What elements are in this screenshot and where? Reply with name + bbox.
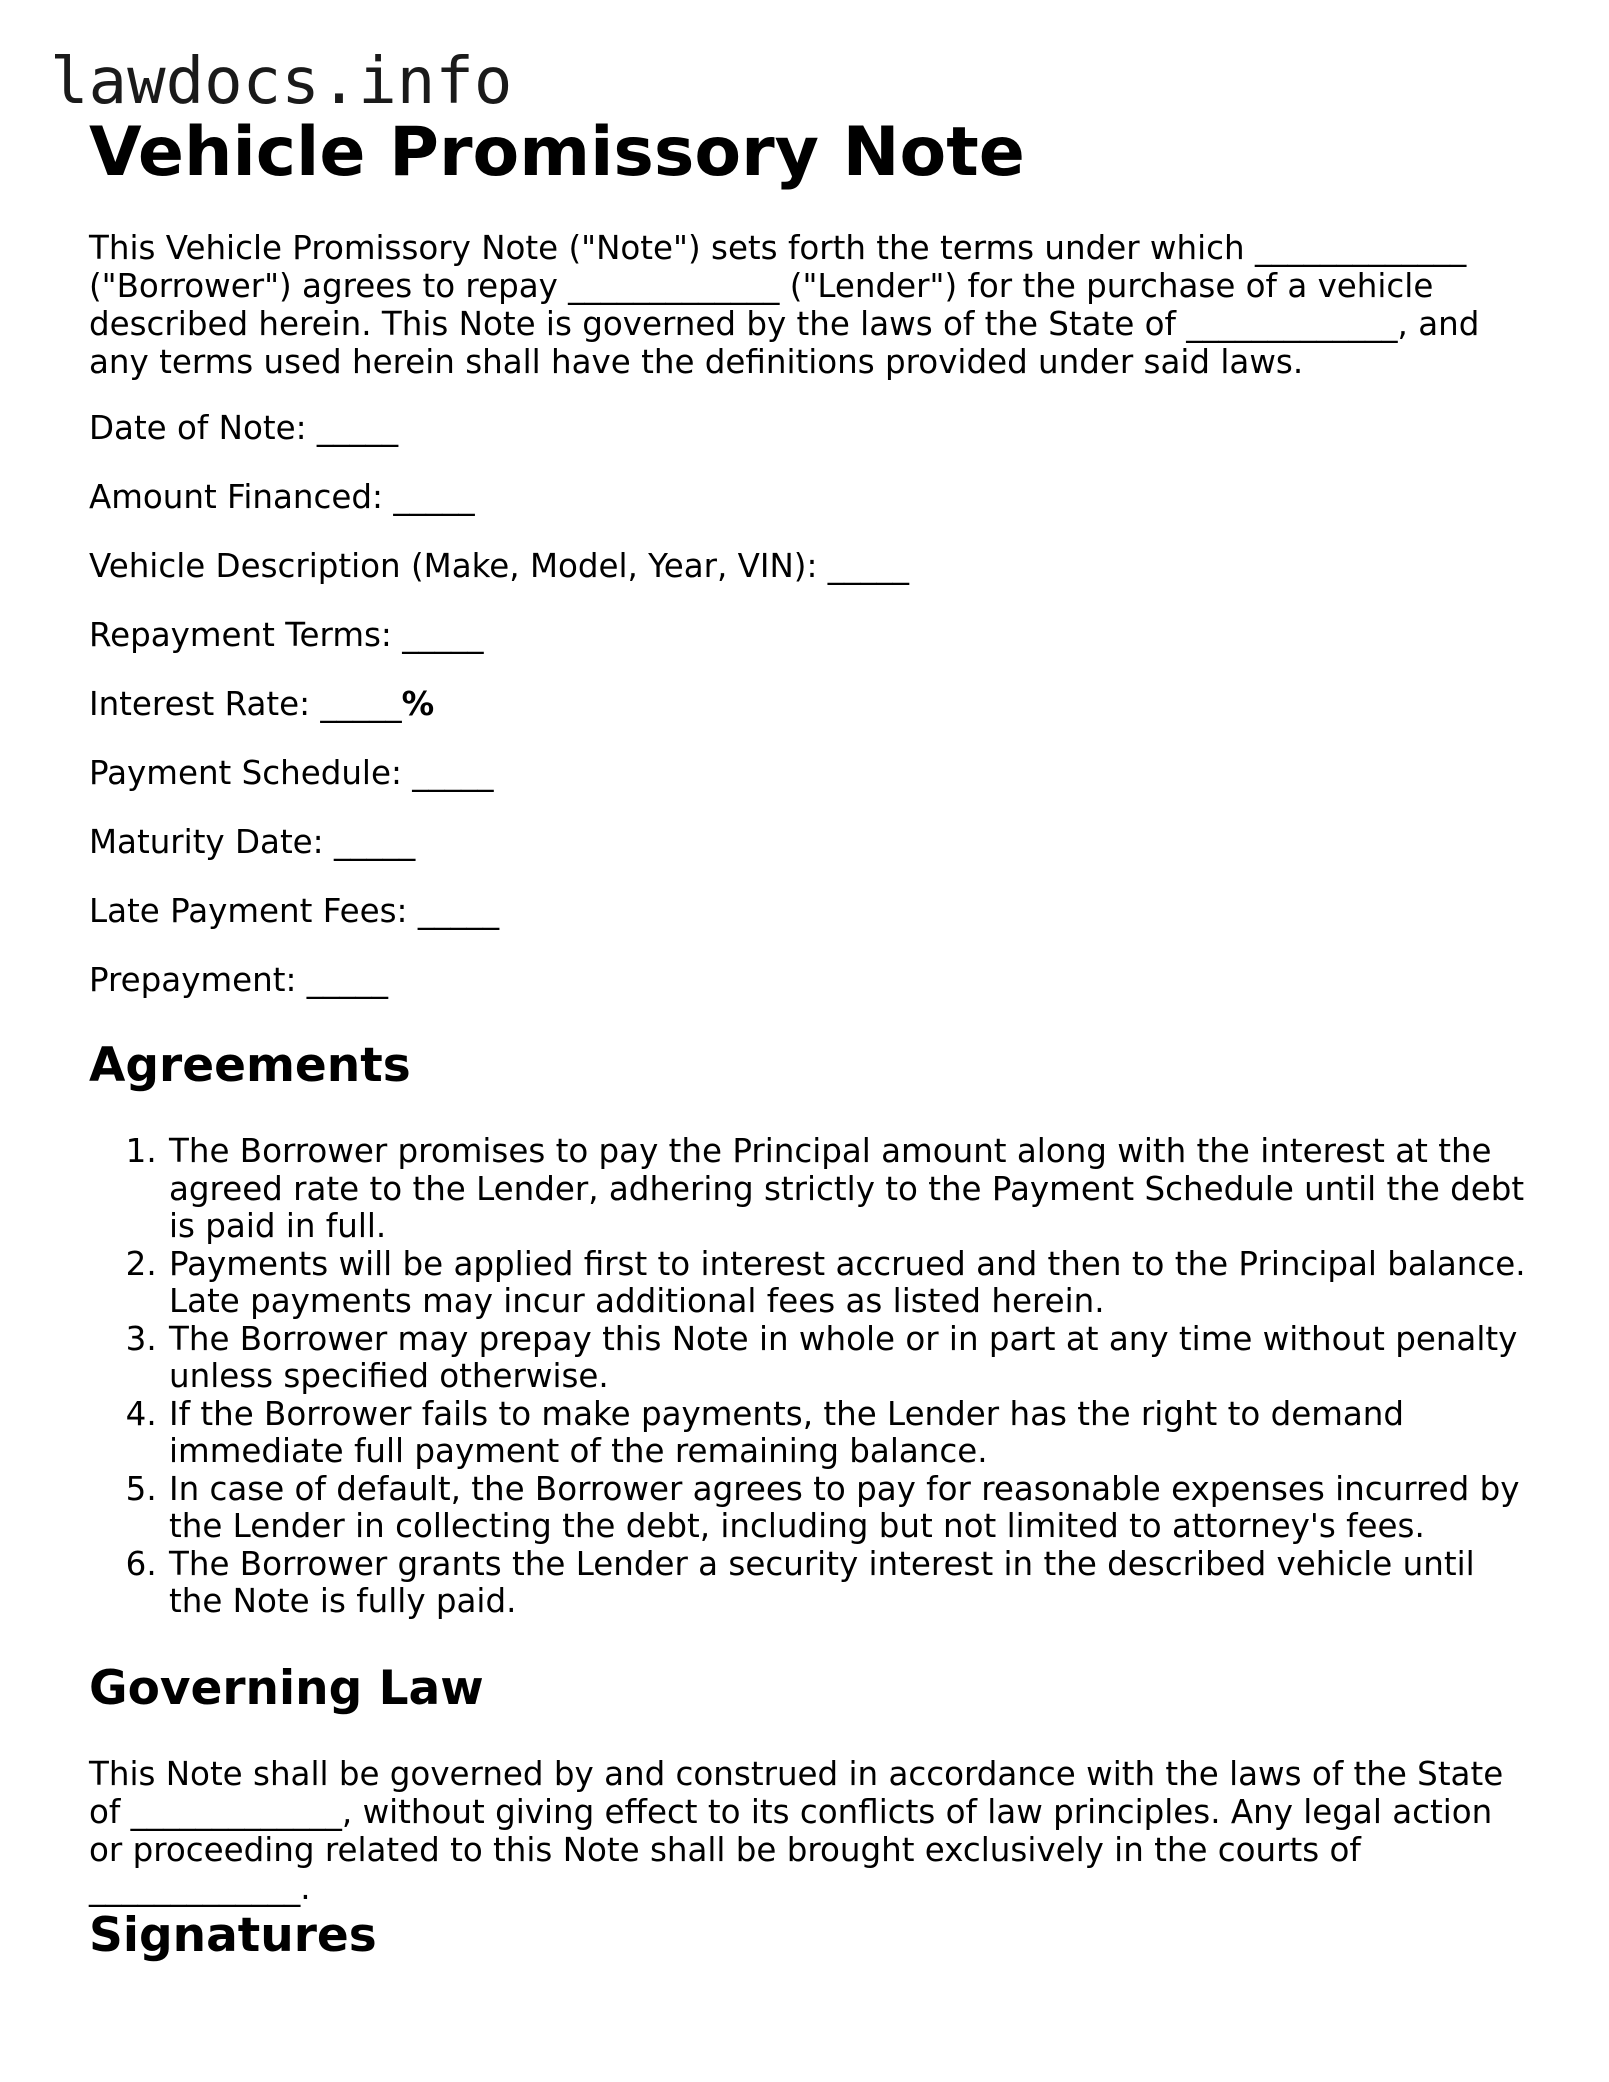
field-label: Vehicle Description (Make, Model, Year, VIN):	[89, 547, 818, 585]
field-blank[interactable]: _____	[320, 685, 402, 723]
list-item: 4. If the Borrower fails to make payments, the Lender has the right to demand immediate full payment of the remaining balance.	[167, 1396, 1529, 1471]
field-blank[interactable]: _____	[306, 961, 388, 999]
list-item: 2. Payments will be applied first to interest accrued and then to the Principal balance. Late payments may incur additional fees as listed herein.	[167, 1246, 1529, 1321]
governing-law-heading: Governing Law	[89, 1661, 484, 1716]
site-watermark: lawdocs.info	[50, 45, 513, 119]
percent-suffix: %	[401, 685, 435, 723]
field-interest-rate	[89, 685, 909, 754]
field-label: Amount Financed:	[89, 478, 383, 516]
field-label: Late Payment Fees:	[89, 892, 408, 930]
field-maturity-date	[89, 823, 909, 892]
agreements-list	[89, 1133, 1529, 1621]
governing-law-paragraph: This Note shall be governed by and construed in accordance with the laws of the State of _____________, without giving effect to its conflicts of law principles. Any legal action or proceeding related to this Note shall be brought exclusively in the courts of _____________.	[89, 1755, 1504, 1907]
field-late-payment-fees	[89, 892, 909, 961]
document-title: Vehicle Promissory Note	[89, 113, 1025, 192]
field-label: Payment Schedule:	[89, 754, 402, 792]
document-page	[89, 113, 1529, 1963]
field-label: Date of Note:	[89, 409, 307, 447]
field-prepayment	[89, 961, 909, 1030]
list-item: 6. The Borrower grants the Lender a security interest in the described vehicle until the Note is fully paid.	[167, 1546, 1529, 1621]
list-item: 5. In case of default, the Borrower agrees to pay for reasonable expenses incurred by the Lender in collecting the debt, including but not limited to attorney's fees.	[167, 1471, 1529, 1546]
field-blank[interactable]: _____	[827, 547, 910, 585]
field-label: Prepayment:	[89, 961, 297, 999]
field-blank[interactable]: _____	[412, 754, 494, 792]
list-item: 1. The Borrower promises to pay the Principal amount along with the interest at the agreed rate to the Lender, adhering strictly to the Payment Schedule until the debt is paid in full.	[167, 1133, 1529, 1246]
field-repayment-terms	[89, 616, 909, 685]
field-label: Maturity Date:	[89, 823, 324, 861]
field-blank[interactable]: _____	[417, 892, 500, 930]
intro-paragraph: This Vehicle Promissory Note ("Note") sets forth the terms under which _____________ ("Borrower") agrees to repay _____________ ("Lender") for the purchase of a vehicle described herein. This Note is governed by the laws of the State of _____________, and any terms used herein shall have the definitions provided under said laws.	[89, 229, 1480, 381]
list-item: 3. The Borrower may prepay this Note in whole or in part at any time without penalty unless specified otherwise.	[167, 1321, 1529, 1396]
field-blank[interactable]: _____	[316, 409, 399, 447]
signatures-heading: Signatures	[89, 1908, 377, 1963]
note-fields	[89, 409, 909, 1030]
field-label: Interest Rate:	[89, 685, 311, 723]
field-amount-financed	[89, 478, 909, 547]
field-date-of-note	[89, 409, 909, 478]
agreements-heading: Agreements	[89, 1038, 411, 1093]
field-blank[interactable]: _____	[393, 478, 475, 516]
field-blank[interactable]: _____	[333, 823, 416, 861]
field-blank[interactable]: _____	[402, 616, 484, 654]
field-payment-schedule	[89, 754, 909, 823]
field-vehicle-description	[89, 547, 909, 616]
field-label: Repayment Terms:	[89, 616, 392, 654]
